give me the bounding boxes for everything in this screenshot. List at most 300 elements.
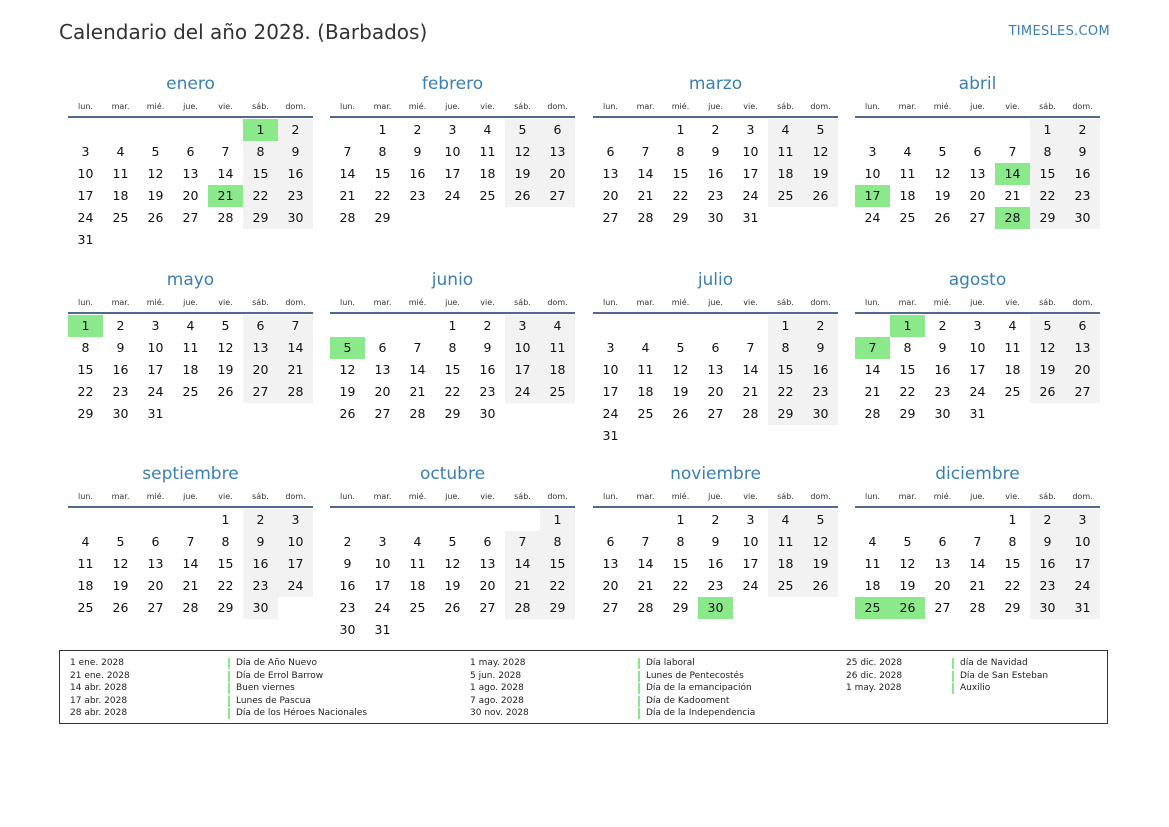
day-cell: 12 — [1030, 337, 1065, 359]
day-cell: 10 — [278, 531, 313, 553]
month-name: junio — [431, 270, 474, 290]
day-cell: 24 — [864, 210, 881, 225]
weekday-header — [330, 292, 575, 314]
day-cell: 18 — [540, 359, 575, 381]
weekday-label: sáb. — [252, 297, 269, 307]
weekday-label: mar. — [111, 491, 130, 501]
day-cell: 8 — [676, 534, 685, 549]
holiday-marker-icon — [638, 671, 640, 682]
month-name: julio — [697, 270, 734, 290]
day-cell: 22 — [77, 384, 94, 399]
day-cell: 12 — [339, 362, 356, 377]
day-cell: 13 — [707, 362, 724, 377]
day-cell: 20 — [147, 578, 164, 593]
legend-date: 28 abr. 2028 — [70, 708, 128, 718]
legend-date-column — [846, 657, 902, 695]
day-cell: 17 — [77, 188, 94, 203]
legend-date: 25 dic. 2028 — [846, 658, 903, 668]
day-cell: 8 — [540, 531, 575, 553]
day-cell: 17 — [742, 166, 759, 181]
day-cell: 23 — [409, 188, 426, 203]
day-cell: 6 — [606, 534, 615, 549]
day-cell: 14 — [864, 362, 881, 377]
weekday-label: lun. — [340, 491, 355, 501]
day-cell: 25 — [409, 600, 426, 615]
day-cell: 6 — [483, 534, 492, 549]
day-cell: 29 — [243, 207, 278, 229]
day-cell: 6 — [243, 315, 278, 337]
weekday-label: vie. — [218, 101, 233, 111]
weekday-label: vie. — [480, 101, 495, 111]
day-cell: 24 — [374, 600, 391, 615]
day-cell: 14 — [409, 362, 426, 377]
page-title: Calendario del año 2028. (Barbados) — [59, 20, 428, 44]
day-cell: 19 — [444, 578, 461, 593]
weekday-label: lun. — [603, 101, 618, 111]
day-cell: 13 — [934, 556, 951, 571]
weekday-label: mié. — [408, 297, 427, 307]
day-cell: 4 — [483, 122, 492, 137]
day-cell: 23 — [278, 185, 313, 207]
day-cell: 11 — [768, 141, 803, 163]
day-cell: 18 — [182, 362, 199, 377]
day-cell: 16 — [243, 553, 278, 575]
day-cell: 12 — [444, 556, 461, 571]
legend-date-column — [70, 657, 130, 720]
day-cell: 30 — [934, 406, 951, 421]
day-cell: 19 — [899, 578, 916, 593]
day-cell: 9 — [1065, 141, 1100, 163]
day-cell: 4 — [186, 318, 195, 333]
day-cell: 16 — [409, 166, 426, 181]
day-cell: 10 — [147, 340, 164, 355]
day-cell: 6 — [973, 144, 982, 159]
day-cell: 1 — [676, 512, 685, 527]
holiday-marker-icon — [228, 708, 230, 719]
weekday-label: dom. — [810, 297, 831, 307]
day-cell: 7 — [413, 340, 422, 355]
day-cell: 23 — [1030, 575, 1065, 597]
day-cell: 21 — [742, 384, 759, 399]
day-cell: 24 — [602, 406, 619, 421]
day-cell: 10 — [864, 166, 881, 181]
day-grid — [68, 119, 313, 251]
weekday-label: mié. — [146, 491, 165, 501]
day-cell: 10 — [77, 166, 94, 181]
day-cell: 22 — [1004, 578, 1021, 593]
day-cell: 15 — [1030, 163, 1065, 185]
day-cell: 13 — [540, 141, 575, 163]
weekday-label: mar. — [636, 491, 655, 501]
day-cell: 24 — [742, 188, 759, 203]
day-cell: 4 — [641, 340, 650, 355]
month-noviembre — [593, 462, 838, 641]
day-cell: 16 — [339, 578, 356, 593]
weekday-label: sáb. — [252, 101, 269, 111]
day-cell: 16 — [803, 359, 838, 381]
month-agosto — [855, 268, 1100, 447]
weekday-header — [855, 96, 1100, 118]
legend-holiday-name: Día de los Héroes Nacionales — [236, 708, 368, 718]
day-cell: 14 — [969, 556, 986, 571]
weekday-label: mié. — [933, 491, 952, 501]
legend-holiday-name: Día de San Esteban — [960, 670, 1049, 681]
day-cell: 2 — [343, 534, 352, 549]
day-cell: 23 — [339, 600, 356, 615]
day-cell: 19 — [147, 188, 164, 203]
day-cell: 12 — [217, 340, 234, 355]
day-cell: 26 — [112, 600, 129, 615]
day-cell: 3 — [378, 534, 387, 549]
weekday-label: mié. — [671, 101, 690, 111]
weekday-label: vie. — [743, 101, 758, 111]
day-cell: 23 — [479, 384, 496, 399]
day-cell: 15 — [899, 362, 916, 377]
weekday-label: dom. — [1072, 101, 1093, 111]
day-cell: 28 — [864, 406, 881, 421]
weekday-label: vie. — [480, 297, 495, 307]
day-grid — [593, 315, 838, 447]
day-cell: 6 — [938, 534, 947, 549]
day-cell: 15 — [672, 166, 689, 181]
holiday-day-cell: 17 — [855, 185, 890, 207]
day-cell: 14 — [182, 556, 199, 571]
day-cell: 10 — [602, 362, 619, 377]
day-cell: 3 — [868, 144, 877, 159]
day-grid — [330, 315, 575, 447]
day-cell: 11 — [409, 556, 426, 571]
weekday-label: lun. — [603, 491, 618, 501]
holiday-day-cell: 30 — [698, 597, 733, 619]
day-cell: 31 — [1065, 597, 1100, 619]
day-cell: 17 — [374, 578, 391, 593]
legend-date: 1 may. 2028 — [846, 683, 902, 693]
legend-holiday-name: Día laboral — [646, 658, 695, 668]
day-cell: 9 — [711, 534, 720, 549]
day-cell: 22 — [243, 185, 278, 207]
day-cell: 19 — [217, 362, 234, 377]
day-cell: 3 — [746, 512, 755, 527]
day-cell: 16 — [278, 163, 313, 185]
day-cell: 18 — [768, 163, 803, 185]
weekday-label: jue. — [708, 491, 723, 501]
day-cell: 21 — [969, 578, 986, 593]
day-cell: 21 — [278, 359, 313, 381]
month-marzo — [593, 72, 838, 251]
day-cell: 26 — [217, 384, 234, 399]
weekday-label: mar. — [898, 297, 917, 307]
day-cell: 7 — [221, 144, 230, 159]
weekday-label: sáb. — [1039, 297, 1056, 307]
day-cell: 27 — [707, 406, 724, 421]
day-cell: 2 — [116, 318, 125, 333]
day-cell: 8 — [81, 340, 90, 355]
day-cell: 7 — [1008, 144, 1017, 159]
day-cell: 4 — [1008, 318, 1017, 333]
day-cell: 21 — [182, 578, 199, 593]
day-cell: 15 — [243, 163, 278, 185]
day-cell: 20 — [540, 163, 575, 185]
day-cell: 30 — [1030, 597, 1065, 619]
day-cell: 31 — [742, 210, 759, 225]
day-cell: 23 — [707, 578, 724, 593]
day-cell: 19 — [672, 384, 689, 399]
weekday-label: mar. — [898, 101, 917, 111]
day-cell: 28 — [505, 597, 540, 619]
month-diciembre — [855, 462, 1100, 641]
weekday-label: jue. — [970, 101, 985, 111]
holiday-day-cell: 28 — [995, 207, 1030, 229]
day-cell: 15 — [768, 359, 803, 381]
day-cell: 13 — [969, 166, 986, 181]
weekday-label: sáb. — [514, 491, 531, 501]
weekday-label: jue. — [970, 491, 985, 501]
month-name: abril — [958, 74, 997, 94]
day-cell: 3 — [746, 122, 755, 137]
holiday-marker-icon — [638, 708, 640, 719]
legend-holiday-name: Día de Kadooment — [646, 695, 730, 706]
day-cell: 3 — [973, 318, 982, 333]
day-cell: 5 — [803, 119, 838, 141]
day-cell: 17 — [602, 384, 619, 399]
weekday-label: mié. — [933, 297, 952, 307]
day-grid — [330, 119, 575, 251]
day-cell: 5 — [1030, 315, 1065, 337]
day-cell: 18 — [864, 578, 881, 593]
day-cell: 11 — [637, 362, 654, 377]
holiday-day-cell: 5 — [330, 337, 365, 359]
weekday-label: jue. — [445, 101, 460, 111]
weekday-label: lun. — [340, 101, 355, 111]
month-octubre — [330, 462, 575, 641]
weekday-label: mié. — [408, 101, 427, 111]
month-enero — [68, 72, 313, 251]
day-cell: 26 — [1030, 381, 1065, 403]
day-cell: 31 — [374, 622, 391, 637]
legend-date: 5 jun. 2028 — [470, 670, 522, 681]
weekday-label: jue. — [970, 297, 985, 307]
day-cell: 24 — [969, 384, 986, 399]
day-cell: 16 — [1065, 163, 1100, 185]
day-cell: 28 — [742, 406, 759, 421]
day-cell: 10 — [374, 556, 391, 571]
day-cell: 6 — [540, 119, 575, 141]
day-cell: 20 — [182, 188, 199, 203]
day-cell: 13 — [182, 166, 199, 181]
day-cell: 31 — [602, 428, 619, 443]
day-cell: 18 — [637, 384, 654, 399]
legend-holiday-name: Día de Año Nuevo — [236, 658, 317, 668]
day-cell: 29 — [672, 210, 689, 225]
day-cell: 9 — [1030, 531, 1065, 553]
weekday-label: mié. — [671, 297, 690, 307]
day-cell: 9 — [938, 340, 947, 355]
day-cell: 5 — [221, 318, 230, 333]
day-cell: 8 — [1008, 534, 1017, 549]
legend-holiday-name: Día de la Independencia — [646, 708, 756, 718]
day-cell: 5 — [903, 534, 912, 549]
day-cell: 11 — [864, 556, 881, 571]
day-cell: 25 — [182, 384, 199, 399]
day-cell: 27 — [934, 600, 951, 615]
day-cell: 4 — [413, 534, 422, 549]
holiday-day-cell: 1 — [68, 315, 103, 337]
day-cell: 5 — [938, 144, 947, 159]
weekday-header — [593, 96, 838, 118]
day-grid — [330, 509, 575, 641]
day-cell: 25 — [768, 185, 803, 207]
day-cell: 1 — [448, 318, 457, 333]
holiday-marker-icon — [228, 696, 230, 707]
day-cell: 4 — [768, 119, 803, 141]
day-cell: 25 — [899, 210, 916, 225]
day-cell: 24 — [505, 381, 540, 403]
weekday-label: lun. — [340, 297, 355, 307]
weekday-label: mié. — [146, 101, 165, 111]
day-cell: 1 — [221, 512, 230, 527]
weekday-label: mar. — [898, 491, 917, 501]
legend-holiday-name: Auxilio — [960, 683, 991, 693]
day-cell: 20 — [243, 359, 278, 381]
weekday-label: sáb. — [777, 491, 794, 501]
holiday-day-cell: 26 — [890, 597, 925, 619]
month-name: noviembre — [670, 464, 761, 484]
legend-date: 30 nov. 2028 — [470, 708, 529, 718]
holiday-legend — [59, 650, 1108, 724]
day-cell: 10 — [505, 337, 540, 359]
day-cell: 18 — [899, 188, 916, 203]
day-cell: 11 — [112, 166, 129, 181]
day-cell: 23 — [243, 575, 278, 597]
weekday-label: vie. — [743, 297, 758, 307]
day-cell: 29 — [540, 597, 575, 619]
day-cell: 24 — [742, 578, 759, 593]
weekday-label: vie. — [218, 297, 233, 307]
day-cell: 24 — [77, 210, 94, 225]
legend-date: 17 abr. 2028 — [70, 695, 128, 706]
day-cell: 10 — [1065, 531, 1100, 553]
weekday-label: dom. — [810, 101, 831, 111]
day-cell: 5 — [505, 119, 540, 141]
day-cell: 9 — [343, 556, 352, 571]
day-cell: 30 — [278, 207, 313, 229]
weekday-label: mar. — [636, 101, 655, 111]
month-name: mayo — [166, 270, 215, 290]
weekday-label: sáb. — [514, 101, 531, 111]
day-cell: 2 — [938, 318, 947, 333]
day-cell: 29 — [1004, 600, 1021, 615]
day-cell: 5 — [116, 534, 125, 549]
day-cell: 25 — [112, 210, 129, 225]
day-cell: 20 — [1065, 359, 1100, 381]
holiday-day-cell: 14 — [995, 163, 1030, 185]
month-name: enero — [166, 74, 215, 94]
day-cell: 29 — [444, 406, 461, 421]
day-cell: 2 — [1065, 119, 1100, 141]
weekday-label: mar. — [636, 297, 655, 307]
day-cell: 8 — [903, 340, 912, 355]
weekday-label: jue. — [183, 491, 198, 501]
legend-name-column — [228, 657, 367, 720]
legend-date: 1 ago. 2028 — [470, 683, 524, 693]
day-cell: 12 — [147, 166, 164, 181]
day-cell: 7 — [641, 144, 650, 159]
day-cell: 25 — [479, 188, 496, 203]
site-link[interactable]: TIMESLES.COM — [1008, 24, 1110, 39]
weekday-label: jue. — [445, 297, 460, 307]
legend-holiday-name: Lunes de Pascua — [236, 695, 311, 706]
weekday-label: dom. — [285, 491, 306, 501]
day-cell: 30 — [112, 406, 129, 421]
month-name: agosto — [948, 270, 1007, 290]
weekday-label: mié. — [146, 297, 165, 307]
day-cell: 5 — [448, 534, 457, 549]
day-cell: 10 — [444, 144, 461, 159]
day-cell: 13 — [1065, 337, 1100, 359]
weekday-label: dom. — [810, 491, 831, 501]
day-cell: 15 — [217, 556, 234, 571]
day-cell: 25 — [637, 406, 654, 421]
day-cell: 2 — [711, 122, 720, 137]
weekday-label: sáb. — [1039, 101, 1056, 111]
day-cell: 23 — [112, 384, 129, 399]
day-cell: 31 — [147, 406, 164, 421]
day-cell: 16 — [707, 166, 724, 181]
day-cell: 13 — [602, 556, 619, 571]
day-cell: 12 — [672, 362, 689, 377]
day-cell: 21 — [637, 188, 654, 203]
day-cell: 20 — [707, 384, 724, 399]
legend-date: 21 ene. 2028 — [70, 670, 130, 681]
day-cell: 15 — [540, 553, 575, 575]
holiday-marker-icon — [228, 683, 230, 694]
weekday-label: lun. — [78, 491, 93, 501]
day-cell: 23 — [707, 188, 724, 203]
day-grid — [68, 315, 313, 447]
weekday-label: jue. — [445, 491, 460, 501]
day-cell: 12 — [934, 166, 951, 181]
day-cell: 2 — [1030, 509, 1065, 531]
day-cell: 28 — [182, 600, 199, 615]
day-cell: 25 — [1004, 384, 1021, 399]
day-cell: 20 — [374, 384, 391, 399]
weekday-label: dom. — [547, 101, 568, 111]
weekday-label: sáb. — [1039, 491, 1056, 501]
weekday-label: mar. — [111, 101, 130, 111]
weekday-header — [593, 292, 838, 314]
weekday-label: mar. — [373, 297, 392, 307]
day-cell: 14 — [637, 556, 654, 571]
day-cell: 22 — [217, 578, 234, 593]
day-cell: 11 — [77, 556, 94, 571]
weekday-label: lun. — [78, 101, 93, 111]
day-cell: 15 — [374, 166, 391, 181]
day-cell: 20 — [602, 188, 619, 203]
day-cell: 2 — [711, 512, 720, 527]
day-cell: 18 — [409, 578, 426, 593]
day-cell: 17 — [505, 359, 540, 381]
day-cell: 19 — [112, 578, 129, 593]
day-cell: 18 — [77, 578, 94, 593]
day-cell: 19 — [803, 553, 838, 575]
day-cell: 9 — [278, 141, 313, 163]
month-septiembre — [68, 462, 313, 641]
day-cell: 20 — [934, 578, 951, 593]
weekday-label: dom. — [547, 491, 568, 501]
holiday-marker-icon — [638, 683, 640, 694]
month-name: marzo — [688, 74, 743, 94]
day-cell: 24 — [444, 188, 461, 203]
